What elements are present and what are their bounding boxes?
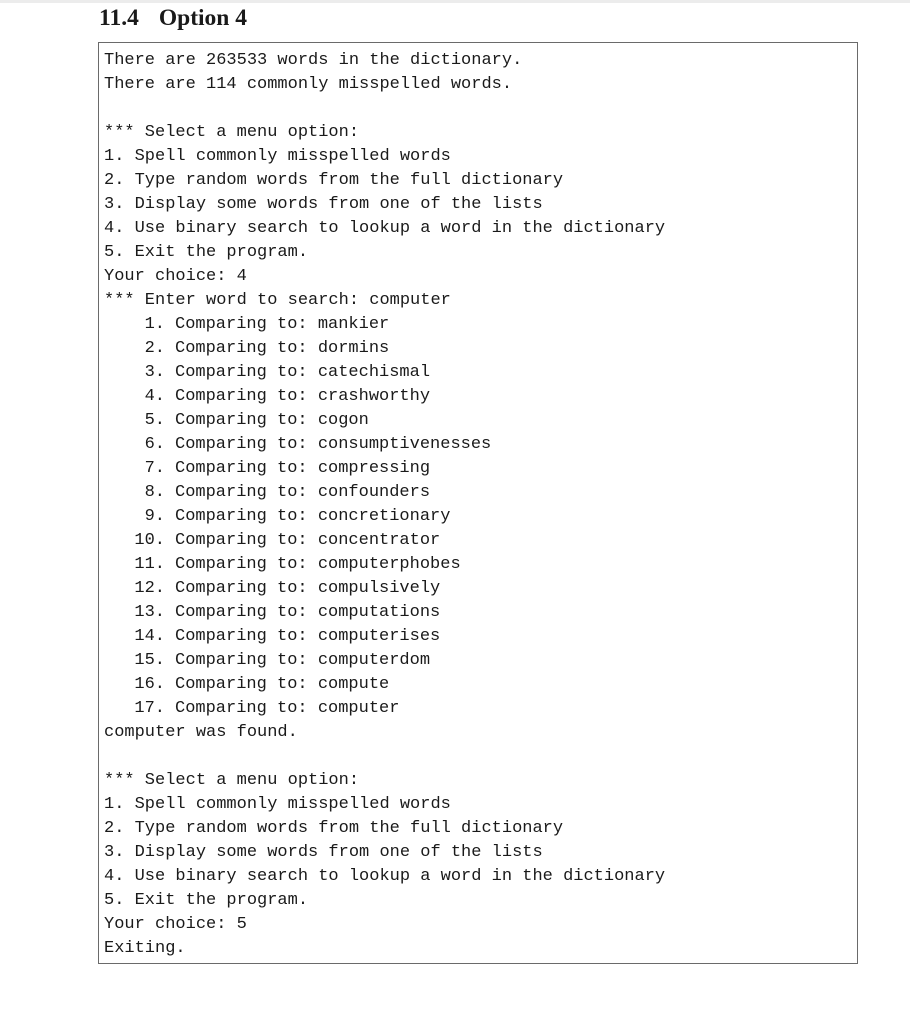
menu-option-1: 1. Spell commonly misspelled words bbox=[104, 795, 451, 814]
comparison-number: 12. bbox=[134, 579, 165, 598]
comparison-text: Comparing to: computations bbox=[175, 603, 441, 622]
comparison-item bbox=[104, 673, 857, 697]
comparison-number: 7. bbox=[144, 459, 165, 478]
comparison-number: 13. bbox=[134, 603, 165, 622]
comparison-text: Comparing to: concentrator bbox=[175, 531, 441, 550]
comparison-number: 16. bbox=[134, 675, 165, 694]
comparison-item bbox=[104, 577, 857, 601]
comparison-item bbox=[104, 625, 857, 649]
comparison-text: Comparing to: computerises bbox=[175, 627, 441, 646]
comparison-text: Comparing to: cogon bbox=[175, 411, 369, 430]
comparison-number: 14. bbox=[134, 627, 165, 646]
menu-prompt: *** Select a menu option: bbox=[104, 123, 360, 142]
comparison-number: 6. bbox=[144, 435, 165, 454]
comparison-number: 3. bbox=[144, 363, 165, 382]
comparison-item bbox=[104, 313, 857, 337]
menu-prompt: *** Select a menu option: bbox=[104, 771, 360, 790]
section-heading bbox=[99, 3, 247, 33]
comparison-item bbox=[104, 649, 857, 673]
comparison-text: Comparing to: compulsively bbox=[175, 579, 441, 598]
menu-option-3: 3. Display some words from one of the lists bbox=[104, 843, 543, 862]
comparison-number: 17. bbox=[134, 699, 165, 718]
comparison-number: 10. bbox=[134, 531, 165, 550]
section-title: Option 4 bbox=[158, 5, 247, 31]
choice-line: Your choice: 5 bbox=[104, 915, 247, 934]
comparison-number: 5. bbox=[144, 411, 165, 430]
comparison-item bbox=[104, 553, 857, 577]
comparison-number: 9. bbox=[144, 507, 165, 526]
menu-option-2: 2. Type random words from the full dictionary bbox=[104, 819, 564, 838]
menu-option-2: 2. Type random words from the full dictionary bbox=[104, 171, 564, 190]
terminal-line: There are 263533 words in the dictionary. bbox=[104, 51, 523, 70]
menu-option-1: 1. Spell commonly misspelled words bbox=[104, 147, 451, 166]
comparison-item bbox=[104, 385, 857, 409]
comparison-number: 2. bbox=[144, 339, 165, 358]
blank-line bbox=[104, 745, 857, 769]
comparison-item bbox=[104, 361, 857, 385]
menu-option-3: 3. Display some words from one of the lists bbox=[104, 195, 543, 214]
comparison-item bbox=[104, 409, 857, 433]
comparison-text: Comparing to: compute bbox=[175, 675, 390, 694]
comparison-text: Comparing to: catechismal bbox=[175, 363, 431, 382]
comparison-text: Comparing to: compressing bbox=[175, 459, 431, 478]
comparison-text: Comparing to: mankier bbox=[175, 315, 390, 334]
comparison-item bbox=[104, 601, 857, 625]
search-result-line: computer was found. bbox=[104, 723, 298, 742]
comparison-text: Comparing to: computer bbox=[175, 699, 400, 718]
comparison-text: Comparing to: consumptivenesses bbox=[175, 435, 492, 454]
comparison-text: Comparing to: computerdom bbox=[175, 651, 431, 670]
comparison-text: Comparing to: dormins bbox=[175, 339, 390, 358]
comparison-text: Comparing to: crashworthy bbox=[175, 387, 431, 406]
menu-option-4: 4. Use binary search to lookup a word in the dictionary bbox=[104, 867, 666, 886]
comparison-number: 4. bbox=[144, 387, 165, 406]
comparison-item bbox=[104, 457, 857, 481]
comparison-number: 15. bbox=[134, 651, 165, 670]
menu-option-5: 5. Exit the program. bbox=[104, 891, 309, 910]
terminal-line: There are 114 commonly misspelled words. bbox=[104, 75, 513, 94]
blank-line bbox=[104, 97, 857, 121]
comparison-text: Comparing to: concretionary bbox=[175, 507, 451, 526]
comparison-item bbox=[104, 481, 857, 505]
comparison-item bbox=[104, 697, 857, 721]
choice-line: Your choice: 4 bbox=[104, 267, 247, 286]
comparison-item bbox=[104, 337, 857, 361]
comparison-item bbox=[104, 505, 857, 529]
exit-message-line: Exiting. bbox=[104, 939, 186, 958]
comparison-text: Comparing to: computerphobes bbox=[175, 555, 461, 574]
terminal-output-box bbox=[98, 42, 858, 964]
comparison-number: 8. bbox=[144, 483, 165, 502]
menu-option-5: 5. Exit the program. bbox=[104, 243, 309, 262]
search-prompt-line: *** Enter word to search: computer bbox=[104, 291, 451, 310]
comparison-item bbox=[104, 529, 857, 553]
comparison-list bbox=[104, 313, 857, 721]
comparison-item bbox=[104, 433, 857, 457]
section-number: 11.4 bbox=[99, 5, 139, 31]
comparison-text: Comparing to: confounders bbox=[175, 483, 431, 502]
menu-option-4: 4. Use binary search to lookup a word in the dictionary bbox=[104, 219, 666, 238]
comparison-number: 1. bbox=[144, 315, 165, 334]
comparison-number: 11. bbox=[134, 555, 165, 574]
